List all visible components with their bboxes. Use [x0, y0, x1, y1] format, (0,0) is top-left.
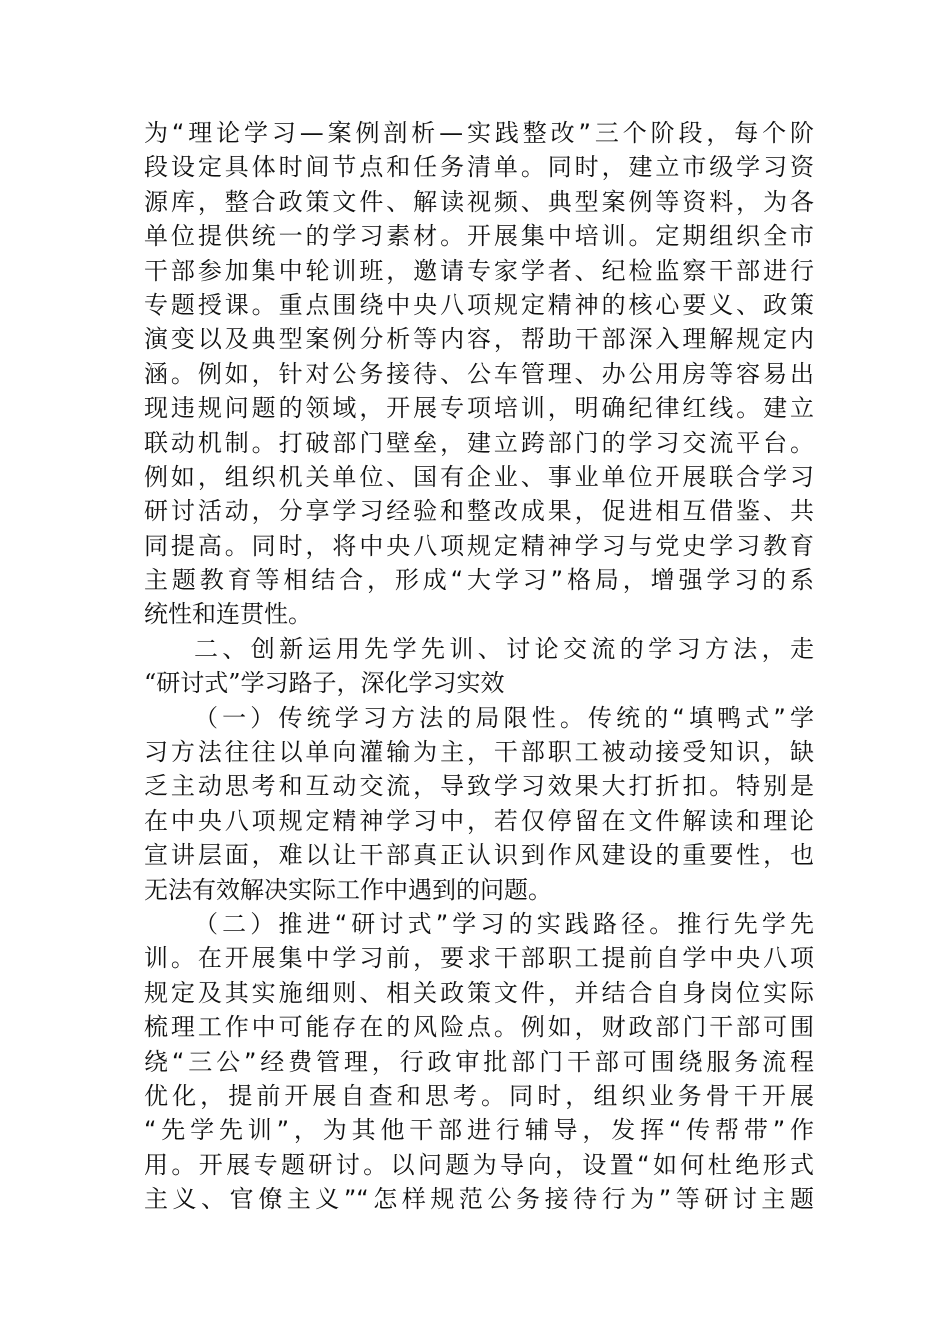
text-line: 用。开展专题研讨。以问题为导向，设置“如何杜绝形式: [144, 1150, 814, 1179]
text-line: 现违规问题的领域，开展专项培训，明确纪律红线。建立: [144, 394, 814, 423]
text-line: 例如，组织机关单位、国有企业、事业单位开展联合学习: [144, 462, 814, 491]
text-line: 宣讲层面，难以让干部真正认识到作风建设的重要性，也: [144, 841, 814, 870]
text-line: 联动机制。打破部门壁垒，建立跨部门的学习交流平台。: [144, 428, 814, 457]
text-line: 专题授课。重点围绕中央八项规定精神的核心要义、政策: [144, 290, 814, 319]
section-heading: “研讨式”学习路子，深化学习实效: [144, 669, 505, 698]
text-line: 绕“三公”经费管理，行政审批部门干部可围绕服务流程: [144, 1047, 814, 1076]
text-line: 演变以及典型案例分析等内容，帮助干部深入理解规定内: [144, 325, 814, 354]
text-line: 规定及其实施细则、相关政策文件，并结合自身岗位实际: [144, 978, 814, 1007]
subsection-heading: （一）传统学习方法的局限性。传统的“填鸭式”学: [194, 703, 814, 732]
text-line: 涵。例如，针对公务接待、公车管理、办公用房等容易出: [144, 359, 814, 388]
text-line: 源库，整合政策文件、解读视频、典型案例等资料，为各: [144, 187, 814, 216]
text-line: “先学先训”，为其他干部进行辅导，发挥“传帮带”作: [144, 1116, 814, 1145]
text-line: 统性和连贯性。: [144, 600, 312, 629]
text-line: 训。在开展集中学习前，要求干部职工提前自学中央八项: [144, 944, 814, 973]
text-line: 同提高。同时，将中央八项规定精神学习与党史学习教育: [144, 531, 814, 560]
text-line: 优化，提前开展自查和思考。同时，组织业务骨干开展: [144, 1081, 814, 1110]
text-line: 研讨活动，分享学习经验和整改成果，促进相互借鉴、共: [144, 497, 814, 526]
text-line: 干部参加集中轮训班，邀请专家学者、纪检监察干部进行: [144, 256, 814, 285]
body-text: [144, 116, 814, 1217]
text-line: 段设定具体时间节点和任务清单。同时，建立市级学习资: [144, 153, 814, 182]
text-line: 主题教育等相结合，形成“大学习”格局，增强学习的系: [144, 566, 814, 595]
text-line: 在中央八项规定精神学习中，若仅停留在文件解读和理论: [144, 806, 814, 835]
text-line: 习方法往往以单向灌输为主，干部职工被动接受知识，缺: [144, 738, 814, 767]
text-line: 无法有效解决实际工作中遇到的问题。: [144, 875, 552, 904]
text-line: 乏主动思考和互动交流，导致学习效果大打折扣。特别是: [144, 772, 814, 801]
text-line: 主义、官僚主义”“怎样规范公务接待行为”等研讨主题: [144, 1185, 814, 1214]
text-line: 单位提供统一的学习素材。开展集中培训。定期组织全市: [144, 222, 814, 251]
section-heading: 二、创新运用先学先训、讨论交流的学习方法，走: [194, 634, 814, 663]
text-line: 为“理论学习—案例剖析—实践整改”三个阶段，每个阶: [144, 119, 814, 147]
subsection-heading: （二）推进“研讨式”学习的实践路径。推行先学先: [194, 909, 814, 938]
text-line: 梳理工作中可能存在的风险点。例如，财政部门干部可围: [144, 1013, 814, 1042]
